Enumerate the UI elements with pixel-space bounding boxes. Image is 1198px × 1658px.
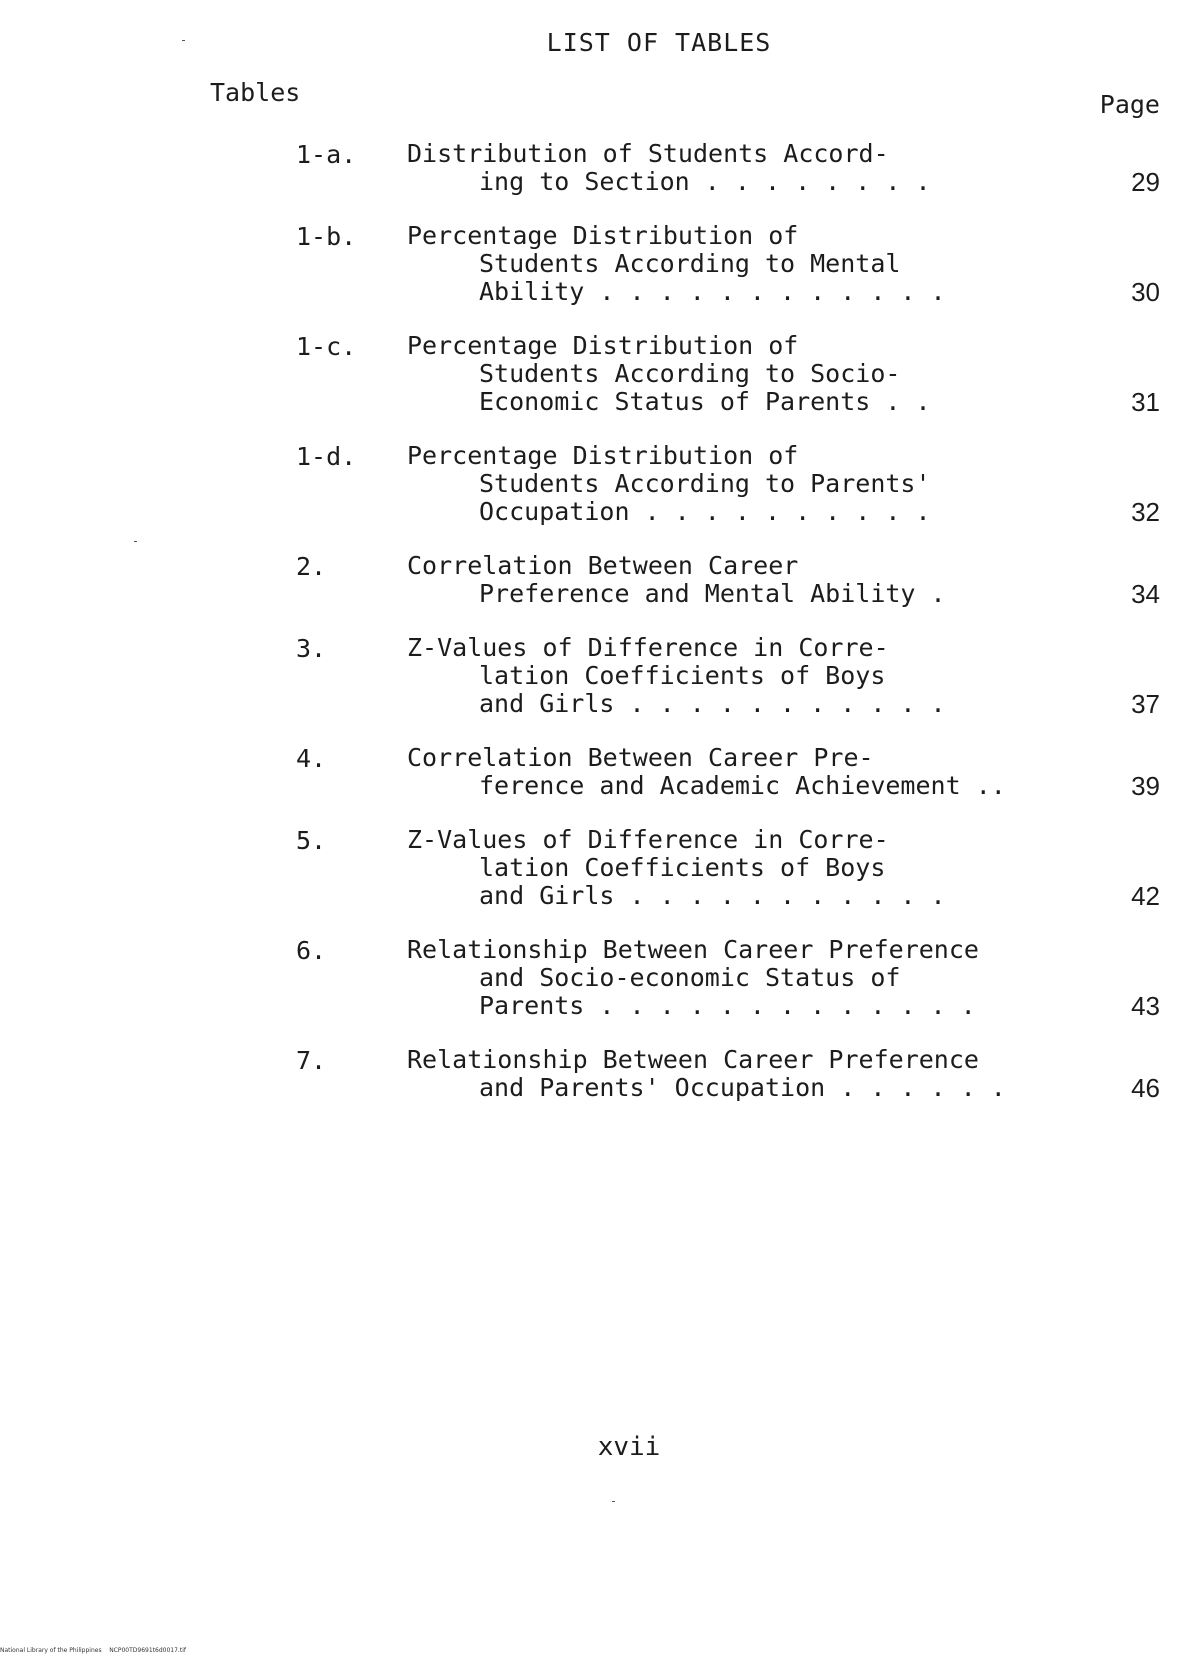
table-number: 1-c. — [296, 332, 357, 361]
scan-speck — [134, 541, 137, 542]
page-folio: xvii — [597, 1432, 661, 1462]
table-entry — [0, 936, 1198, 1020]
table-caption — [407, 332, 1097, 416]
table-entry — [0, 332, 1198, 416]
table-number: 2. — [296, 552, 327, 581]
caption-line: Percentage Distribution of — [407, 331, 799, 360]
page-column-header: Page — [1099, 90, 1160, 119]
table-number: 1-d. — [296, 442, 357, 471]
page-number: 34 — [1131, 579, 1160, 609]
caption-line: Z-Values of Difference in Corre- — [407, 633, 889, 662]
caption-line: and Girls . . . . . . . . . . . — [479, 881, 946, 910]
page-number: 32 — [1131, 497, 1160, 527]
table-caption — [407, 936, 1097, 1020]
caption-line: ing to Section . . . . . . . . — [479, 167, 931, 196]
caption-line: lation Coefficients of Boys — [479, 661, 886, 690]
caption-line: Parents . . . . . . . . . . . . . — [479, 991, 976, 1020]
page-number: 37 — [1131, 689, 1160, 719]
table-list — [0, 140, 1198, 1128]
caption-line: Students According to Mental — [479, 249, 901, 278]
caption-line: and Girls . . . . . . . . . . . — [479, 689, 946, 718]
table-caption — [407, 442, 1097, 526]
table-number: 4. — [296, 744, 327, 773]
caption-line: and Parents' Occupation . . . . . . — [479, 1073, 1006, 1102]
caption-line: Relationship Between Career Preference — [407, 1045, 979, 1074]
table-entry — [0, 826, 1198, 910]
table-caption — [407, 222, 1097, 306]
caption-line: Students According to Parents' — [479, 469, 931, 498]
page-number: 31 — [1131, 387, 1160, 417]
table-entry — [0, 634, 1198, 718]
page-title: LIST OF TABLES — [546, 28, 772, 57]
table-caption — [407, 1046, 1097, 1102]
page-number: 46 — [1131, 1073, 1160, 1103]
caption-line: lation Coefficients of Boys — [479, 853, 886, 882]
page-number: 43 — [1131, 991, 1160, 1021]
table-entry — [0, 552, 1198, 608]
scan-speck — [612, 1501, 615, 1502]
table-caption — [407, 552, 1097, 608]
caption-line: Percentage Distribution of — [407, 441, 799, 470]
caption-line: ference and Academic Achievement .. — [479, 771, 1006, 800]
page-number: 39 — [1131, 771, 1160, 801]
caption-line: Z-Values of Difference in Corre- — [407, 825, 889, 854]
table-number: 1-b. — [296, 222, 357, 251]
page-number: 30 — [1131, 277, 1160, 307]
table-entry — [0, 1046, 1198, 1102]
table-number: 5. — [296, 826, 327, 855]
table-caption — [407, 826, 1097, 910]
page-number: 29 — [1131, 167, 1160, 197]
table-entry — [0, 222, 1198, 306]
caption-line: Correlation Between Career — [407, 551, 799, 580]
caption-line: Correlation Between Career Pre- — [407, 743, 874, 772]
caption-line: Relationship Between Career Preference — [407, 935, 979, 964]
tables-column-header: Tables — [210, 78, 301, 107]
caption-line: Students According to Socio- — [479, 359, 901, 388]
caption-line: Distribution of Students Accord- — [407, 139, 889, 168]
caption-line: Preference and Mental Ability . — [479, 579, 946, 608]
page-number: 42 — [1131, 881, 1160, 911]
table-entry — [0, 140, 1198, 196]
table-number: 1-a. — [296, 140, 357, 169]
table-entry — [0, 744, 1198, 800]
caption-line: Economic Status of Parents . . — [479, 387, 931, 416]
table-number: 3. — [296, 634, 327, 663]
caption-line: and Socio-economic Status of — [479, 963, 901, 992]
table-number: 6. — [296, 936, 327, 965]
caption-line: Occupation . . . . . . . . . . — [479, 497, 931, 526]
table-caption — [407, 140, 1097, 196]
scan-footer: National Library of the Philippines NCP00TD9691t6d0017.tif — [0, 1647, 186, 1654]
table-caption — [407, 634, 1097, 718]
caption-line: Percentage Distribution of — [407, 221, 799, 250]
scan-speck — [182, 40, 185, 41]
table-entry — [0, 442, 1198, 526]
caption-line: Ability . . . . . . . . . . . . — [479, 277, 946, 306]
table-number: 7. — [296, 1046, 327, 1075]
table-caption — [407, 744, 1097, 800]
